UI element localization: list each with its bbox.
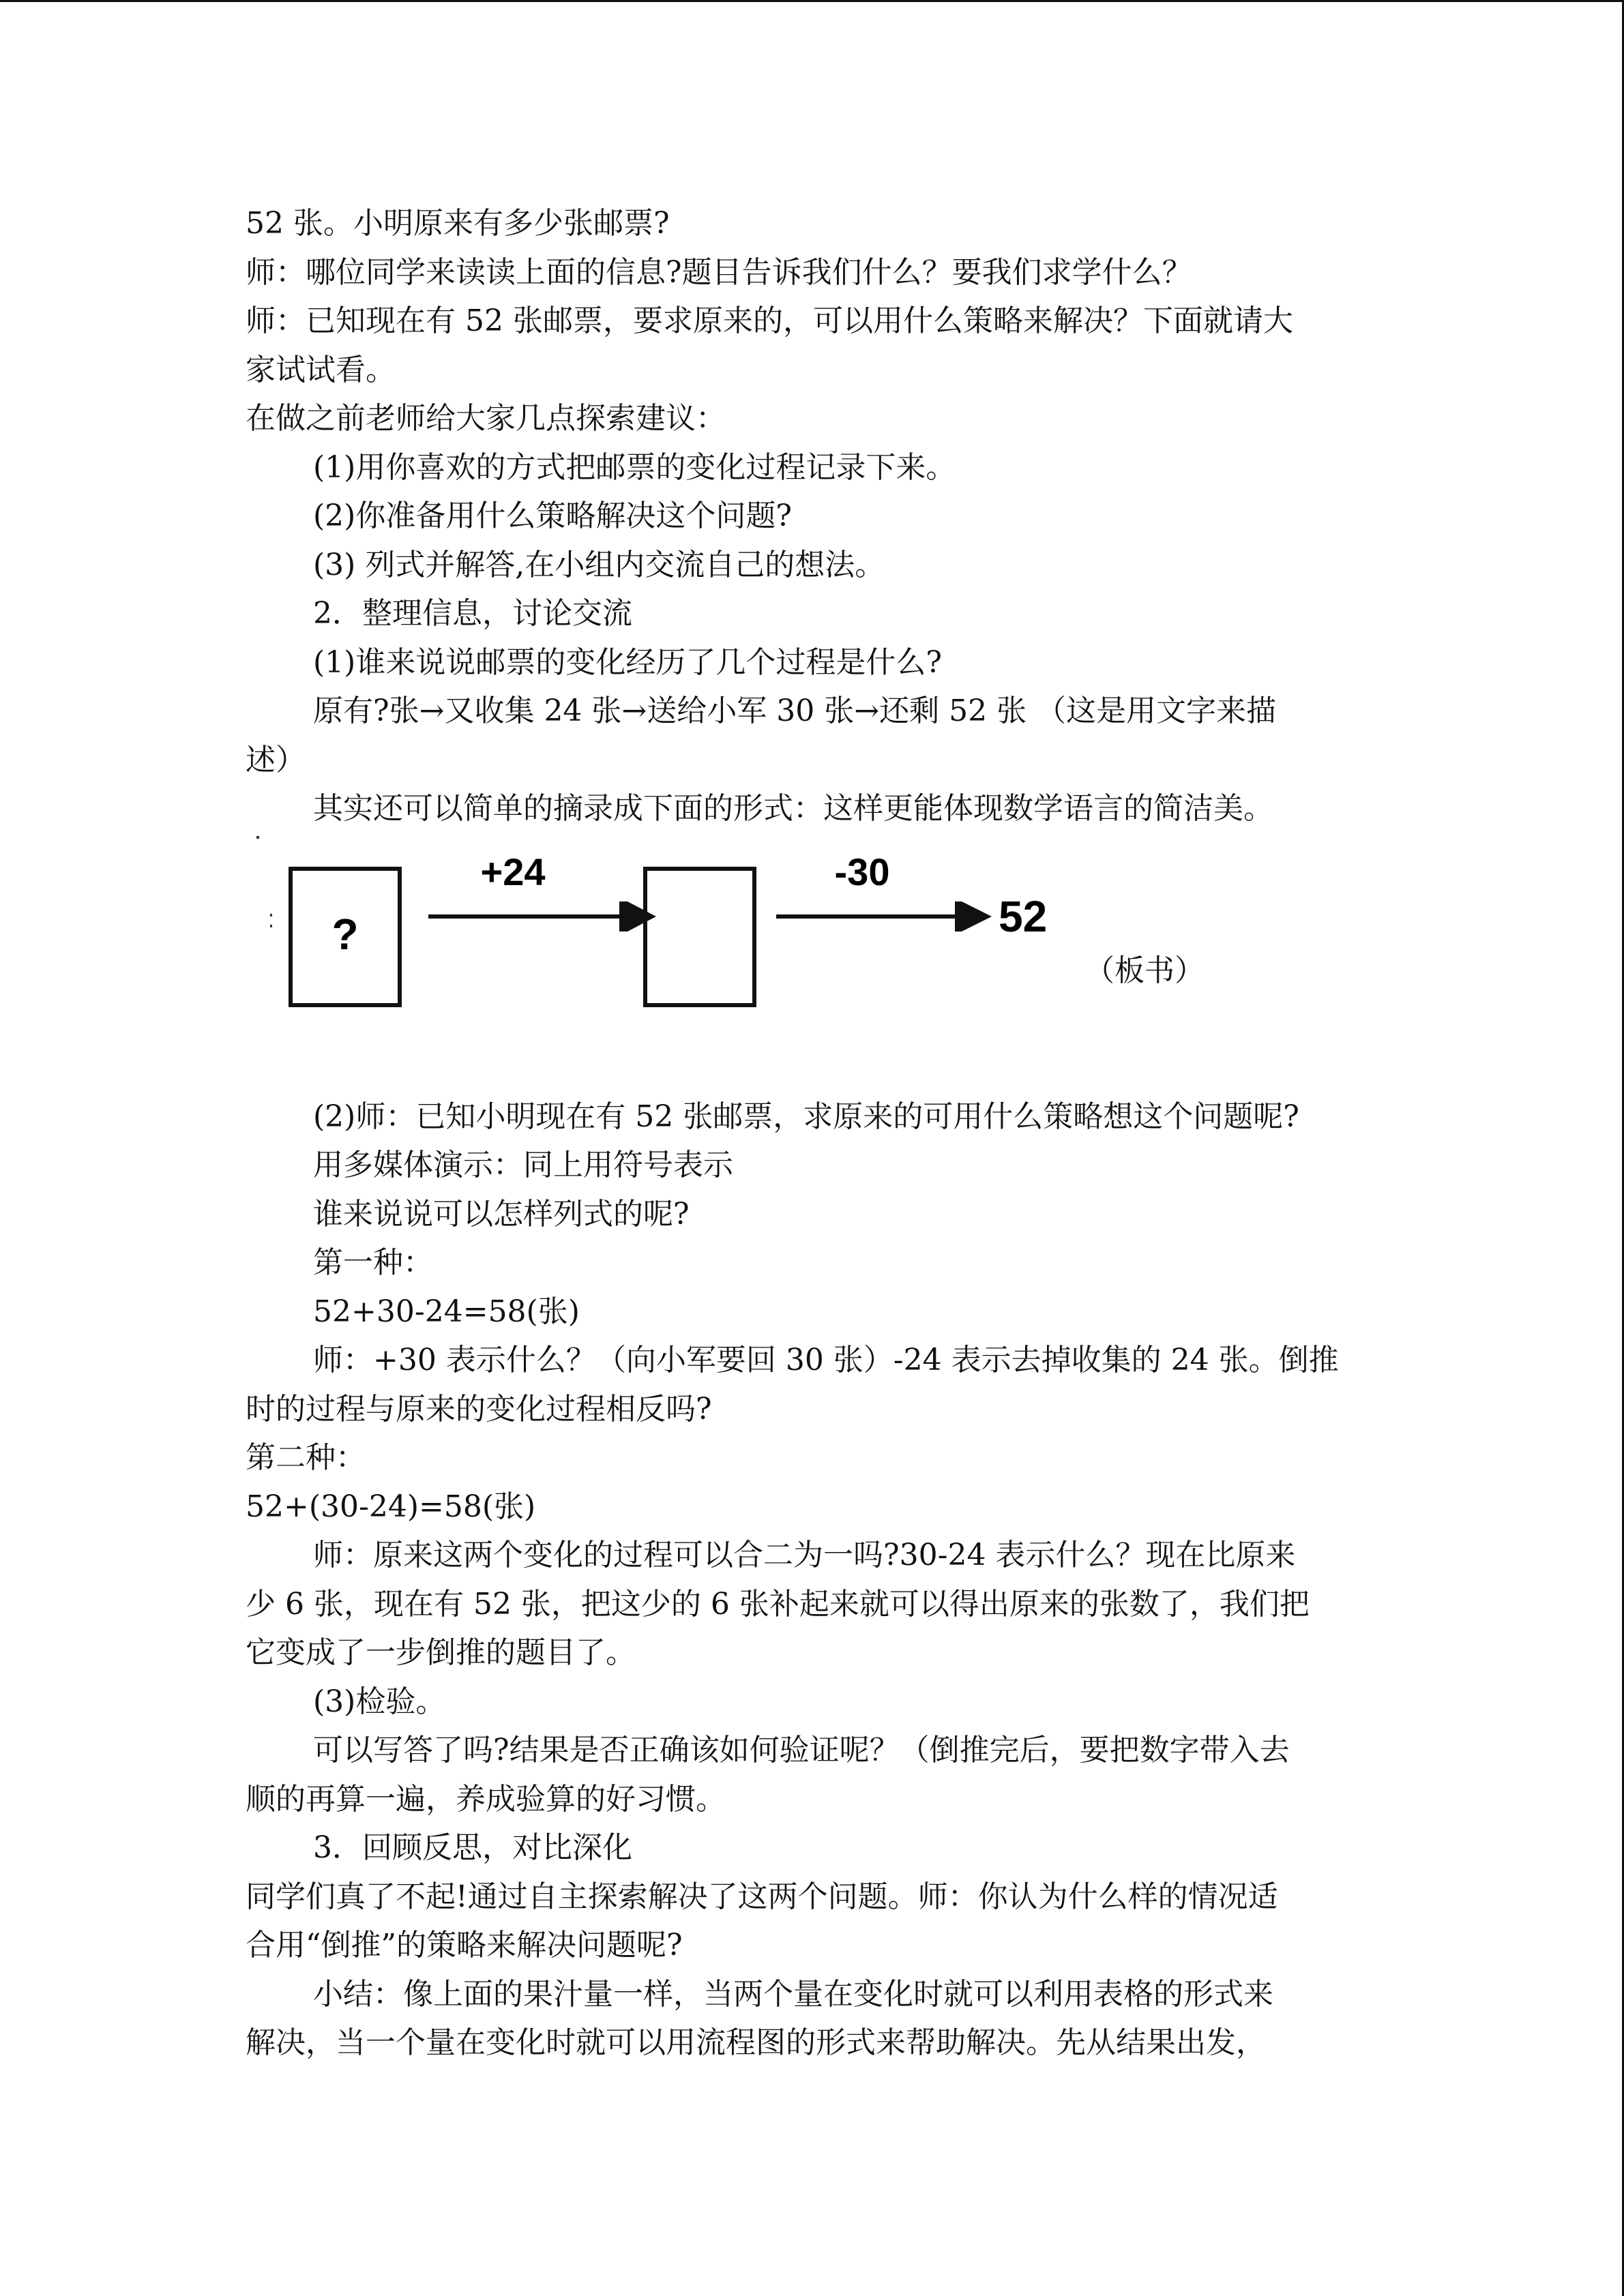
speck-mark — [256, 836, 259, 839]
flow-diagram-svg — [246, 833, 1391, 1092]
text-line: 家试试看。 — [246, 352, 396, 387]
arrow-subtract-label: -30 — [834, 850, 890, 893]
text-block-top — [246, 199, 1391, 833]
middle-box — [645, 869, 754, 1005]
flow-diagram — [246, 833, 1391, 1092]
text-line: 52+(30-24)=58(张) — [246, 1489, 536, 1524]
text-line: 其实还可以简单的摘录成下面的形式：这样更能体现数学语言的简洁美。 — [313, 791, 1273, 826]
text-line: 原有?张→又收集 24 张→送给小军 30 张→还剩 52 张 （这是用文字来描 — [313, 694, 1277, 728]
document-body — [246, 199, 1391, 2068]
text-line: 时的过程与原来的变化过程相反吗? — [246, 1391, 712, 1427]
text-line: 2．整理信息，讨论交流 — [313, 596, 632, 631]
text-line: 顺的再算一遍，养成验算的好习惯。 — [246, 1781, 726, 1817]
text-line: 第二种： — [246, 1440, 366, 1475]
text-line: 师：+30 表示什么？（向小军要回 30 张）-24 表示去掉收集的 24 张。倒推 — [313, 1343, 1339, 1377]
arrow-add-head — [619, 901, 656, 931]
text-line: 师：原来这两个变化的过程可以合二为一吗?30-24 表示什么？现在比原来 — [313, 1538, 1296, 1572]
text-line: 用多媒体演示：同上用符号表示 — [313, 1148, 733, 1182]
text-line: 52+30-24=58(张) — [313, 1294, 580, 1329]
text-line: 述） — [246, 742, 306, 777]
blackboard-note: （板书） — [1084, 953, 1205, 988]
text-line: 3．回顾反思，对比深化 — [313, 1830, 632, 1865]
result-value: 52 — [999, 891, 1048, 941]
text-line: 师：哪位同学来读读上面的信息?题目告诉我们什么？要我们求学什么？ — [246, 254, 1192, 290]
text-line: 可以写答了吗?结果是否正确该如何验证呢？（倒推完后，要把数字带入去 — [313, 1733, 1290, 1768]
text-line: 合用“倒推”的策略来解决问题呢? — [246, 1928, 683, 1963]
text-line: (3)检验。 — [313, 1684, 446, 1719]
text-line: 解决，当一个量在变化时就可以用流程图的形式来帮助解决。先从结果出发， — [246, 2025, 1266, 2060]
text-line: 在做之前老师给大家几点探索建议： — [246, 401, 726, 436]
unknown-box-label: ? — [331, 909, 359, 959]
speck-mark — [270, 914, 272, 916]
text-line: 谁来说说可以怎样列式的呢? — [313, 1196, 690, 1232]
text-line: 少 6 张，现在有 52 张，把这少的 6 张补起来就可以得出原来的张数了，我们把 — [246, 1586, 1310, 1622]
text-line: (3) 列式并解答,在小组内交流自己的想法。 — [313, 547, 885, 582]
text-line: 52 张。小明原来有多少张邮票? — [246, 206, 670, 241]
text-line: (1)用你喜欢的方式把邮票的变化过程记录下来。 — [313, 449, 956, 485]
text-line: (2)师：已知小明现在有 52 张邮票，求原来的可用什么策略想这个问题呢? — [313, 1099, 1299, 1134]
page-border-top — [0, 0, 1624, 2]
text-line: 小结：像上面的果汁量一样，当两个量在变化时就可以利用表格的形式来 — [313, 1976, 1273, 2012]
speck-mark — [270, 925, 272, 927]
text-line: 同学们真了不起!通过自主探索解决了这两个问题。师：你认为什么样的情况适 — [246, 1879, 1278, 1914]
text-line: (1)谁来说说邮票的变化经历了几个过程是什么? — [313, 644, 942, 680]
text-line: 师：已知现在有 52 张邮票，要求原来的，可以用什么策略来解决？下面就请大 — [246, 303, 1293, 338]
text-line: 第一种： — [313, 1245, 433, 1280]
arrow-subtract-head — [955, 901, 992, 931]
text-line: 它变成了一步倒推的题目了。 — [246, 1635, 636, 1670]
arrow-add-label: +24 — [480, 850, 546, 893]
text-block-bottom — [246, 1092, 1391, 2068]
text-line: (2)你准备用什么策略解决这个问题? — [313, 498, 792, 533]
